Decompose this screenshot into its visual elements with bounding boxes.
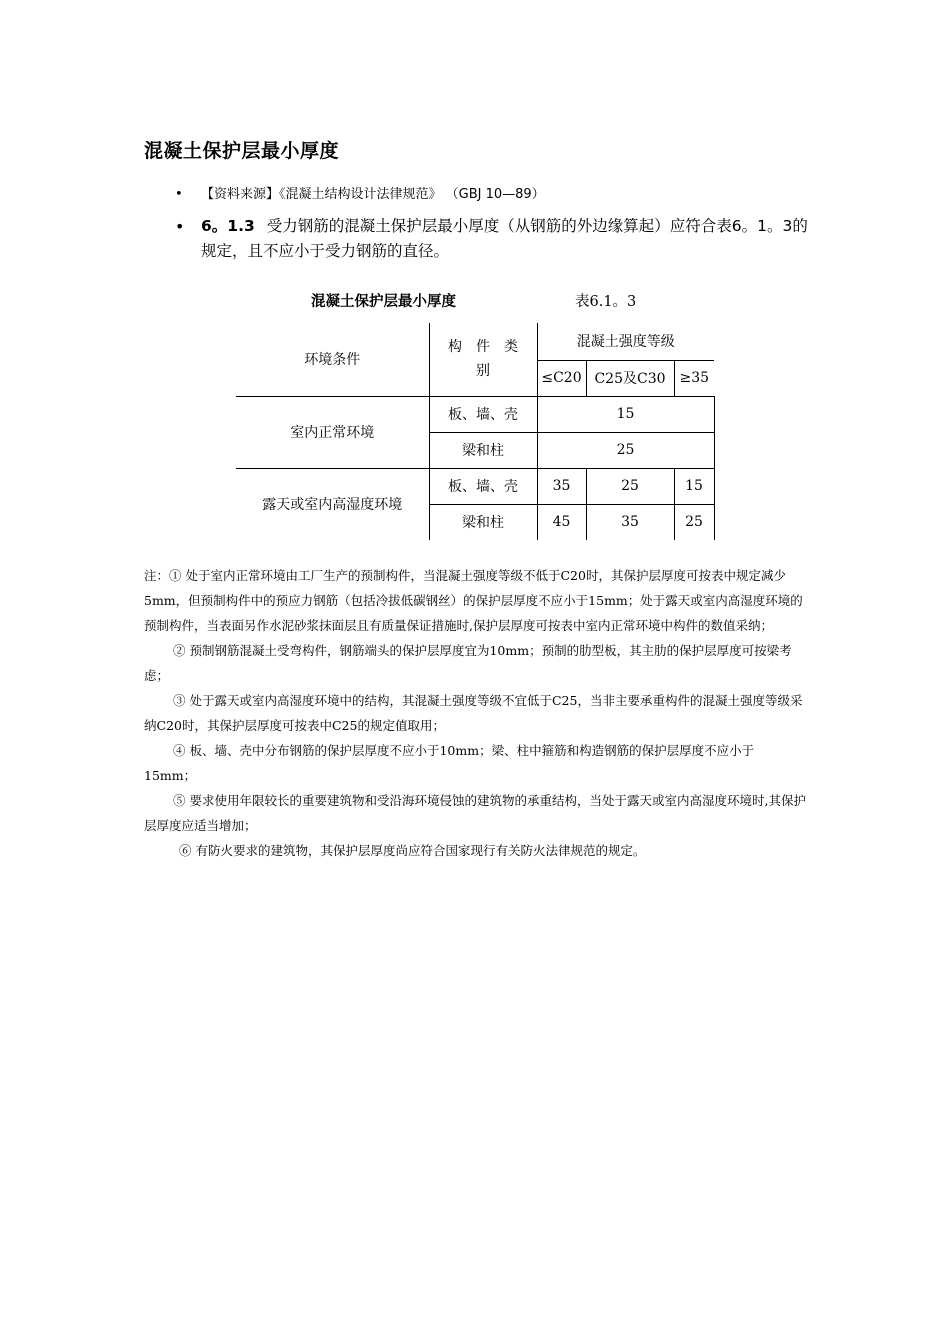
row-environment: 露天或室内高湿度环境 [236,468,429,540]
source-code: （GBJ 10—89） [445,187,545,202]
value-cell: 35 [586,504,674,540]
value-cell: 25 [674,504,714,540]
row-environment: 室内正常环境 [236,396,429,468]
note-6: ⑥ 有防火要求的建筑物，其保护层厚度尚应符合国家现行有关防火法律规范的规定。 [179,843,646,858]
value-cell: 25 [586,468,674,504]
note-4: ④ 板、墙、壳中分布钢筋的保护层厚度不应小于10mm；梁、柱中箍筋和构造钢筋的保护层厚度不应小于15mm； [144,743,755,783]
value-cell: 25 [537,432,714,468]
clause-text: 受力钢筋的混凝土保护层最小厚度（从钢筋的外边缘算起）应符合表6。1。3的规定，且不应小于受力钢筋的直径。 [201,217,808,260]
source-item [175,184,815,206]
note-2: ② 预制钢筋混凝土受弯构件，钢筋端头的保护层厚度宜为10mm；预制的肋型板，其主肋的保护层厚度可按梁考虑； [144,643,792,683]
bullet-dot: • [175,217,185,236]
bullet-list [175,184,815,264]
table-caption-title: 混凝土保护层最小厚度 [311,294,456,310]
table-caption-number: 表6.1。3 [575,294,637,310]
source-label: 【资料来源】《混凝土结构设计法律规范》 [201,187,442,202]
notes [144,563,806,863]
member-cell: 板、墙、壳 [429,396,537,432]
note-1: 注：① 处于室内正常环境由工厂生产的预制构件，当混凝土强度等级不低于C20时，其保护层厚度可按表中规定减少5mm，但预制构件中的预应力钢筋（包括冷拔低碳钢丝）的保护层厚度不应小于15mm；处于露天或室内高湿度环境的预制构件，当表面另作水泥砂浆抹面层且有质量保证措施时,保护层厚度可按表中室内正常环境中构件的数值采纳； [144,568,803,633]
value-cell: 35 [537,468,586,504]
page-title: 混凝土保护层最小厚度 [144,140,340,162]
member-cell: 板、墙、壳 [429,468,537,504]
value-cell: 15 [537,396,714,432]
member-cell: 梁和柱 [429,504,537,540]
header-grade-3: ≥35 [679,370,710,386]
header-environment: 环境条件 [236,323,429,396]
header-member-type: 构 件 类 别 [429,323,537,396]
note-3: ③ 处于露天或室内高湿度环境中的结构，其混凝土强度等级不宜低于C25，当非主要承重构件的混凝土强度等级采纳C20时，其保护层厚度可按表中C25的规定值取用； [144,693,803,733]
bullet-dot: • [175,187,183,202]
clause-number: 6。1.3 [201,217,255,235]
value-cell: 15 [674,468,714,504]
header-grade-1: ≤C20 [537,360,586,396]
clause-item [175,214,815,264]
cover-thickness-table [236,323,715,540]
member-cell: 梁和柱 [429,432,537,468]
header-grade: 混凝土强度等级 [537,323,714,360]
header-grade-2: C25及C30 [586,360,674,396]
note-5: ⑤ 要求使用年限较长的重要建筑物和受沿海环境侵蚀的建筑物的承重结构，当处于露天或室内高湿度环境时,其保护层厚度应适当增加； [144,793,806,833]
value-cell: 45 [537,504,586,540]
